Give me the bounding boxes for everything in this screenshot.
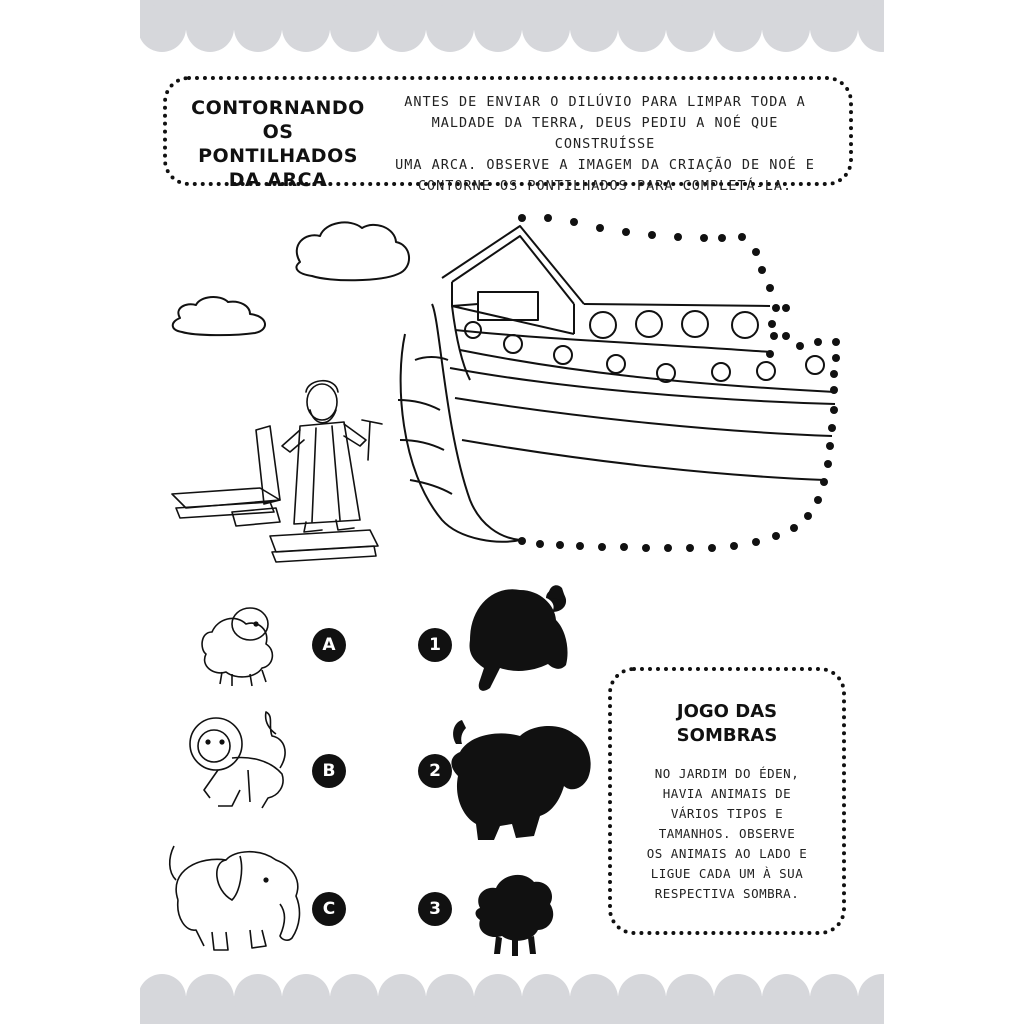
ark-instructions-line-3: UMA ARCA. OBSERVE A IMAGEM DA CRIAÇÃO DE NOÉ E [395, 157, 815, 173]
elephant-outline-icon [170, 846, 300, 950]
shadow-label-3: 3 [418, 892, 452, 926]
ark-instructions-line-4: CONTORNE OS PONTILHADOS PARA COMPLETÁ-LA. [417, 178, 793, 194]
shadow-instructions-line-2: HAVIA ANIMAIS DE [662, 786, 792, 801]
shadow-instructions-line-6: LIGUE CADA UM À SUA [650, 866, 804, 881]
ark-title-line-3: DA ARCA [228, 169, 328, 191]
shadow-game-title [615, 700, 839, 748]
lion-outline-icon [190, 712, 285, 808]
ark-title-line-1: CONTORNANDO OS [191, 97, 365, 143]
lion-shadow-icon [470, 585, 568, 691]
animal-label-b: B [312, 754, 346, 788]
shadow-instructions-line-7: RESPECTIVA SOMBRA. [654, 886, 800, 901]
sheep-outline-icon [202, 608, 272, 686]
animal-label-a: A [312, 628, 346, 662]
shadow-instructions-line-5: OS ANIMAIS AO LADO E [646, 846, 808, 861]
shadow-game-instructions [618, 764, 836, 904]
animal-label-c: C [312, 892, 346, 926]
sheep-shadow-icon [476, 875, 554, 956]
shadow-instructions-line-3: VÁRIOS TIPOS E [670, 806, 784, 821]
ark-instructions-line-2: MALDADE DA TERRA, DEUS PEDIU A NOÉ QUE CONSTRUÍSSE [431, 115, 779, 152]
shadow-label-1: 1 [418, 628, 452, 662]
ark-title-line-2: PONTILHADOS [198, 145, 358, 167]
elephant-shadow-icon [451, 720, 590, 840]
shadow-title-line-1: JOGO DAS [676, 701, 778, 722]
shadow-instructions-line-4: TAMANHOS. OBSERVE [658, 826, 796, 841]
ark-instructions-line-1: ANTES DE ENVIAR O DILÚVIO PARA LIMPAR TODA A [404, 94, 806, 110]
shadow-title-line-2: SOMBRAS [676, 725, 778, 746]
shadow-label-2: 2 [418, 754, 452, 788]
shadow-instructions-line-1: NO JARDIM DO ÉDEN, [654, 766, 800, 781]
